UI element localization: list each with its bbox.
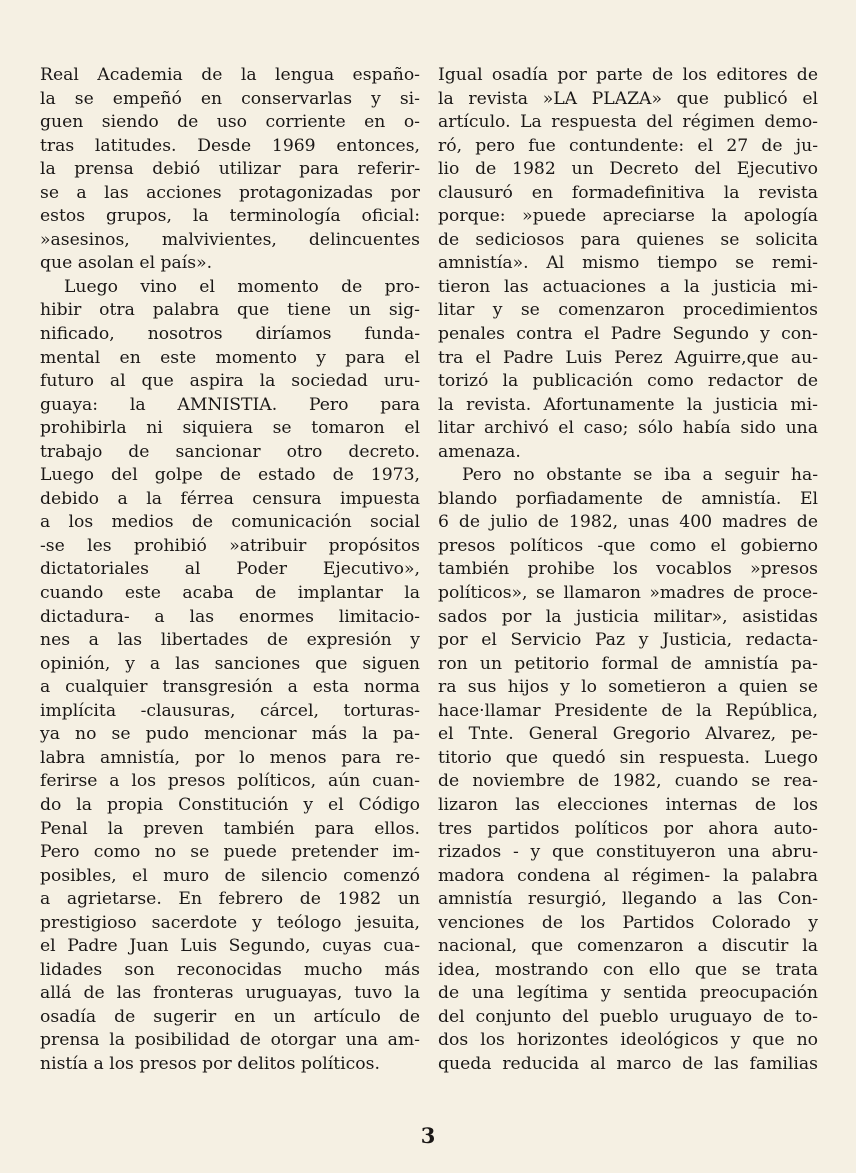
text-line: nacional, que comenzaron a discutir la [438, 936, 818, 957]
text-line: tras latitudes. Desde 1969 entonces, [40, 135, 420, 156]
text-line: amnistía». Al mismo tiempo se remi- [438, 253, 818, 274]
text-line: a agrietarse. En febrero de 1982 un [40, 889, 420, 910]
text-line: lizaron las elecciones internas de los [438, 794, 818, 815]
text-line: queda reducida al marco de las familias [438, 1053, 818, 1074]
text-line: mental en este momento y para el [40, 347, 420, 368]
text-line: la prensa debió utilizar para referir- [40, 159, 420, 180]
text-line: allá de las fronteras uruguayas, tuvo la [40, 983, 420, 1004]
text-line: osadía de sugerir en un artículo de [40, 1006, 420, 1027]
text-line: el Padre Juan Luis Segundo, cuyas cua- [40, 936, 420, 957]
text-line: la revista. Afortunamente la justicia mi- [438, 394, 818, 415]
text-line: Pero como no se puede pretender im- [40, 842, 420, 863]
text-line: litar archivó el caso; sólo había sido una [438, 418, 818, 439]
text-line: de sediciosos para quienes se solicita [438, 229, 818, 250]
text-line: de una legítima y sentida preocupación [438, 983, 818, 1004]
text-line: ya no se pudo mencionar más la pa- [40, 724, 420, 745]
text-line: nificado, nosotros diríamos funda- [40, 324, 420, 345]
text-line: la revista »LA PLAZA» que publicó el [438, 88, 818, 109]
text-line: hibir otra palabra que tiene un sig- [40, 300, 420, 321]
page-number: 3 [420, 1123, 436, 1148]
text-line: ró, pero fue contundente: el 27 de ju- [438, 135, 818, 156]
text-line: la se empeñó en conservarlas y si- [40, 88, 420, 109]
text-line: porque: »puede apreciarse la apología [438, 206, 818, 227]
text-line: opinión, y a las sanciones que siguen [40, 653, 420, 674]
text-line: venciones de los Partidos Colorado y [438, 912, 818, 933]
text-line: prohibirla ni siquiera se tomaron el [40, 418, 420, 439]
text-line: »asesinos, malvivientes, delincuentes [40, 229, 420, 250]
text-line: prensa la posibilidad de otorgar una am- [40, 1030, 420, 1051]
text-line: dos los horizontes ideológicos y que no [438, 1030, 818, 1051]
text-line: labra amnistía, por lo menos para re- [40, 747, 420, 768]
text-line: hace·llamar Presidente de la República, [438, 700, 818, 721]
text-line: litar y se comenzaron procedimientos [438, 300, 818, 321]
text-line: nistía a los presos por delitos políticos. [40, 1053, 380, 1074]
text-line: lio de 1982 un Decreto del Ejecutivo [438, 159, 818, 180]
text-line: posibles, el muro de silencio comenzó [40, 865, 420, 886]
text-line: trabajo de sancionar otro decreto. [40, 441, 420, 462]
text-line: amenaza. [438, 441, 521, 462]
text-line: por el Servicio Paz y Justicia, redacta- [438, 630, 818, 651]
text-line: tra el Padre Luis Perez Aguirre,que au- [438, 347, 818, 368]
text-line: titorio que quedó sin respuesta. Luego [438, 747, 818, 768]
text-line: a cualquier transgresión a esta norma [40, 677, 420, 698]
text-line: cuando este acaba de implantar la [40, 583, 420, 604]
text-line: madora condena al régimen- la palabra [438, 865, 818, 886]
text-line: do la propia Constitución y el Código [40, 794, 420, 815]
text-line: Luego del golpe de estado de 1973, [40, 465, 420, 486]
text-line: ra sus hijos y lo sometieron a quien se [438, 677, 818, 698]
text-line: del conjunto del pueblo uruguayo de to- [438, 1006, 818, 1027]
text-line: penales contra el Padre Segundo y con- [438, 324, 818, 345]
text-line: artículo. La respuesta del régimen demo- [438, 112, 818, 133]
text-line: de noviembre de 1982, cuando se rea- [438, 771, 818, 792]
text-line: idea, mostrando con ello que se trata [438, 959, 818, 980]
text-line: dictadura- a las enormes limitacio- [40, 606, 420, 627]
text-line: sados por la justicia militar», asistidas [438, 606, 818, 627]
text-line: 6 de julio de 1982, unas 400 madres de [438, 512, 818, 533]
text-line: Luego vino el momento de pro- [64, 276, 420, 297]
text-line: Real Academia de la lengua españo- [40, 65, 420, 85]
text-line: prestigioso sacerdote y teólogo jesuita, [40, 912, 420, 933]
text-line: dictatoriales al Poder Ejecutivo», [40, 559, 420, 580]
text-line: implícita -clausuras, cárcel, torturas- [40, 700, 420, 721]
text-line: clausuró en formadefinitiva la revista [438, 182, 818, 203]
text-line: -se les prohibió »atribuir propósitos [40, 535, 420, 556]
text-line: presos políticos -que como el gobierno [438, 535, 818, 556]
text-line: rizados - y que constituyeron una abru- [438, 842, 818, 863]
text-line: el Tnte. General Gregorio Alvarez, pe- [438, 724, 818, 745]
text-line: torizó la publicación como redactor de [438, 371, 818, 392]
text-line: a los medios de comunicación social [40, 512, 420, 533]
text-line: ferirse a los presos políticos, aún cuan- [40, 771, 420, 792]
text-line: se a las acciones protagonizadas por [40, 182, 420, 203]
text-line: guen siendo de uso corriente en o- [40, 112, 420, 133]
text-line: estos grupos, la terminología oficial: [40, 206, 420, 227]
text-column-left [40, 64, 420, 1077]
text-line: ron un petitorio formal de amnistía pa- [438, 653, 818, 674]
text-line: que asolan el país». [40, 253, 213, 274]
text-line: amnistía resurgió, llegando a las Con- [438, 889, 818, 910]
text-line: blando porfiadamente de amnistía. El [438, 488, 818, 509]
text-line: guaya: la AMNISTIA. Pero para [40, 394, 420, 415]
text-line: Pero no obstante se iba a seguir ha- [462, 465, 818, 486]
text-line: lidades son reconocidas mucho más [40, 959, 420, 980]
text-line: también prohibe los vocablos »presos [438, 559, 818, 580]
text-line: Penal la preven también para ellos. [40, 818, 420, 839]
text-column-right [438, 64, 818, 1077]
text-line: políticos», se llamaron »madres de proce- [438, 583, 818, 604]
text-line: debido a la férrea censura impuesta [40, 488, 420, 509]
text-line: nes a las libertades de expresión y [40, 630, 420, 651]
text-line: futuro al que aspira la sociedad uru- [40, 371, 420, 392]
text-line: Igual osadía por parte de los editores de [438, 65, 818, 85]
text-line: tieron las actuaciones a la justicia mi- [438, 276, 818, 297]
text-line: tres partidos políticos por ahora auto- [438, 818, 818, 839]
